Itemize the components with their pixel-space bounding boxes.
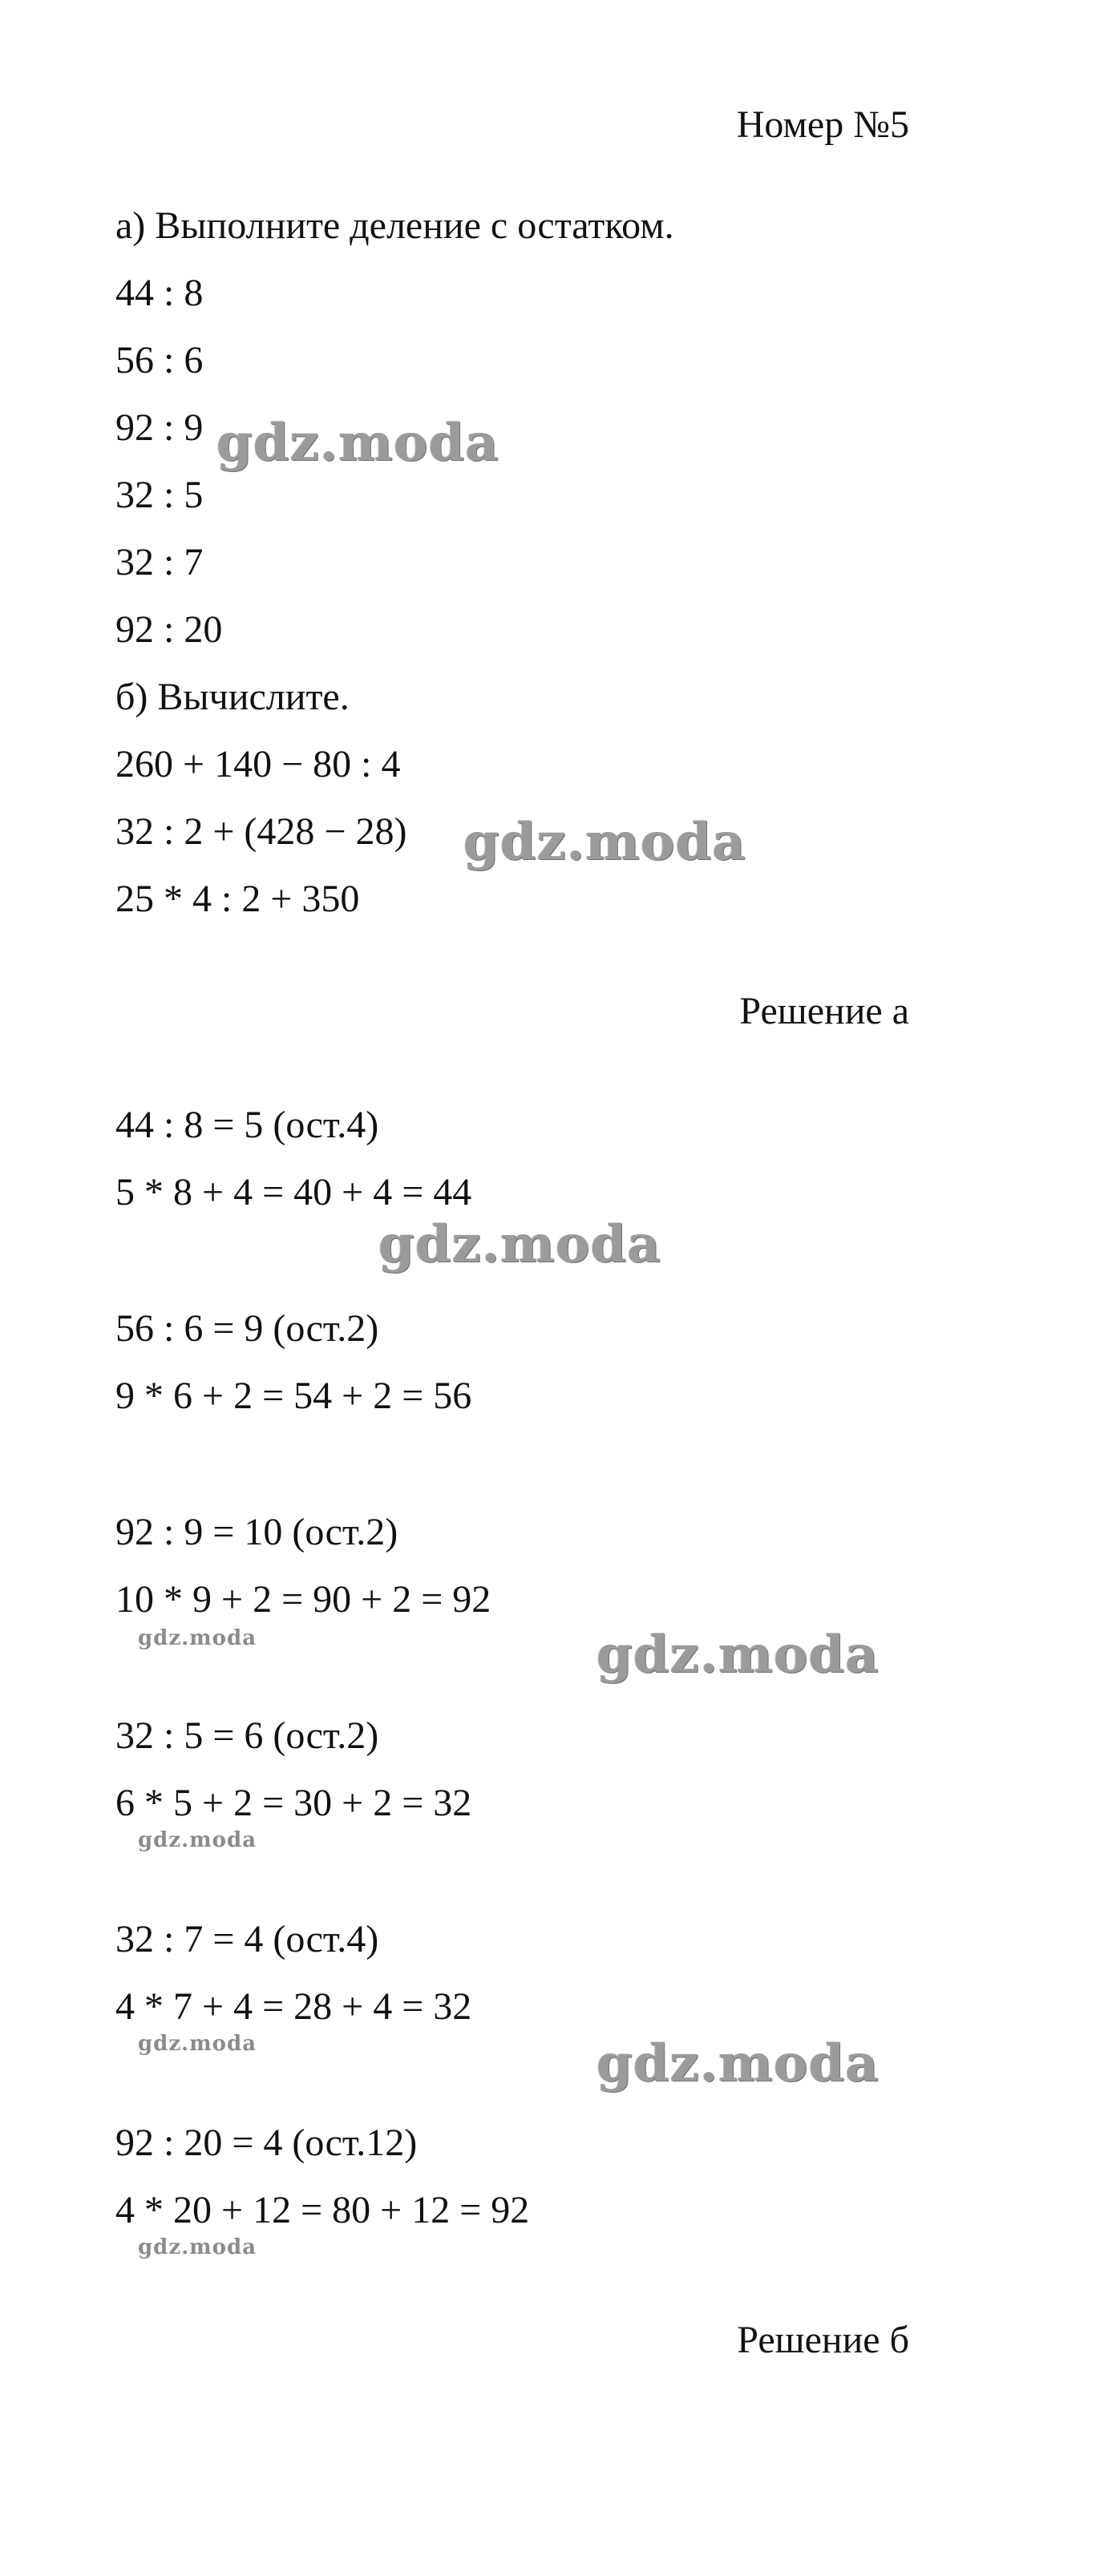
task-a-heading: а) Выполните деление с остатком.: [115, 204, 674, 247]
watermark: gdz.moda: [378, 1214, 661, 1274]
solution-a-division: 92 : 20 = 4 (ост.12): [115, 2122, 418, 2164]
task-b-item: 32 : 2 + (428 − 28): [115, 810, 407, 853]
watermark: gdz.moda: [216, 413, 499, 473]
solution-a-division: 32 : 5 = 6 (ост.2): [115, 1714, 379, 1757]
solution-a-check: 5 * 8 + 4 = 40 + 4 = 44: [115, 1171, 472, 1213]
task-a-item: 56 : 6: [115, 339, 204, 382]
solution-a-check: 4 * 20 + 12 = 80 + 12 = 92: [115, 2189, 530, 2231]
task-a-item: 92 : 9: [115, 406, 204, 449]
page-number-heading: Номер №5: [736, 103, 909, 146]
solution-a-division: 32 : 7 = 4 (ост.4): [115, 1918, 379, 1960]
solution-a-title: Решение а: [739, 990, 909, 1032]
watermark: gdz.moda: [138, 2032, 257, 2056]
task-a-item: 32 : 5: [115, 474, 204, 516]
watermark: gdz.moda: [596, 2033, 880, 2094]
watermark: gdz.moda: [596, 1625, 880, 1685]
task-b-item: 25 * 4 : 2 + 350: [115, 878, 360, 920]
solution-a-check: 10 * 9 + 2 = 90 + 2 = 92: [115, 1578, 491, 1621]
solution-a-division: 92 : 9 = 10 (ост.2): [115, 1511, 398, 1553]
task-a-item: 92 : 20: [115, 608, 223, 651]
watermark: gdz.moda: [138, 2235, 257, 2259]
task-a-item: 32 : 7: [115, 541, 204, 583]
watermark: gdz.moda: [138, 1828, 257, 1852]
task-a-item: 44 : 8: [115, 272, 204, 314]
task-b-item: 260 + 140 − 80 : 4: [115, 743, 401, 785]
solution-a-check: 6 * 5 + 2 = 30 + 2 = 32: [115, 1782, 472, 1824]
solution-a-division: 56 : 6 = 9 (ост.2): [115, 1307, 379, 1350]
solution-a-check: 4 * 7 + 4 = 28 + 4 = 32: [115, 1985, 472, 2028]
solution-a-division: 44 : 8 = 5 (ост.4): [115, 1104, 379, 1146]
watermark: gdz.moda: [463, 812, 746, 872]
watermark: gdz.moda: [138, 1626, 257, 1650]
solution-a-check: 9 * 6 + 2 = 54 + 2 = 56: [115, 1375, 472, 1417]
task-b-heading: б) Вычислите.: [115, 676, 350, 718]
solution-b-title: Решение б: [737, 2319, 909, 2361]
